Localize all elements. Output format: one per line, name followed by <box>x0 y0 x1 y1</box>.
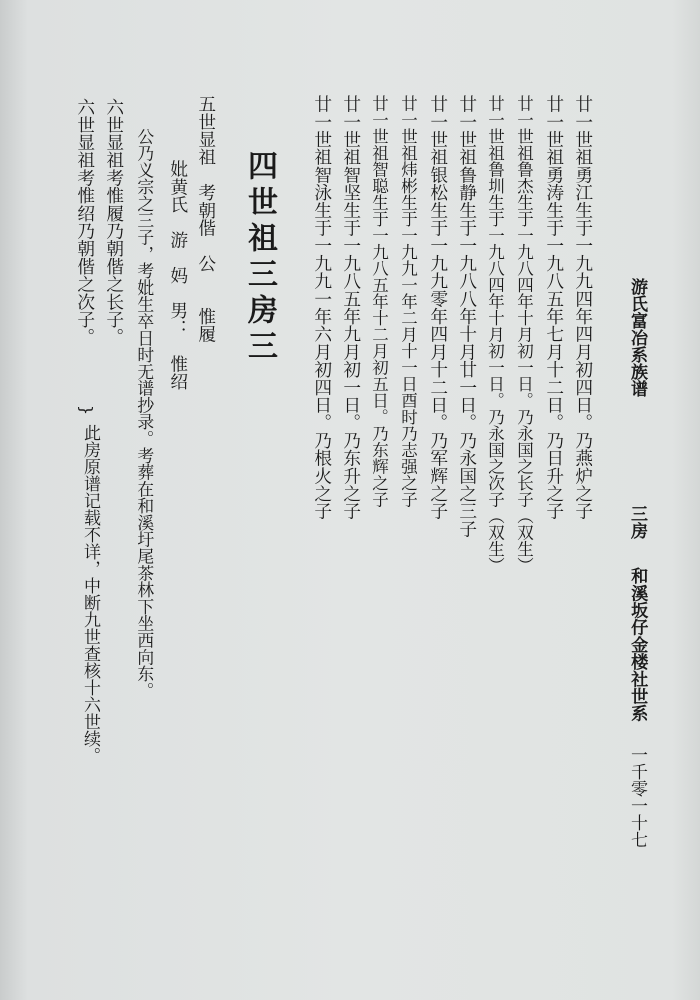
fifth-gen-line2: 妣黄氏 游 妈 男： 惟绍 <box>167 160 188 391</box>
sixth-gen-weishao: 六世显祖考惟绍乃朝偕之次子。 <box>74 98 95 346</box>
entry-zhijian: 廿一世祖智坚生于一九八五年九月初一日。乃东升之子 <box>340 95 361 520</box>
page-number: 一千零一十七 <box>627 746 647 848</box>
entry-zhicong: 廿一世祖智聪生于一九八五年十二月初五日。乃东辉之子 <box>369 95 389 508</box>
branch-label: 和溪坂仔金楼社世系 <box>627 567 648 722</box>
entry-yongjiang: 廿一世祖勇江生于一九九四年四月初四日。乃燕炉之子 <box>572 95 593 520</box>
entry-lujing: 廿一世祖鲁静生于一九八八年十月廿一日。乃永国之三子 <box>456 95 477 538</box>
section-title: 四世祖三房三 <box>242 150 277 366</box>
grouping-bracket: } <box>77 405 96 416</box>
remark-note: 此房原谱记载不详，中断九世查核十六世续。 <box>80 424 100 764</box>
entry-weibin: 廿一世祖炜彬生于一九九一年二月十一日酉时乃志强之子 <box>398 95 418 508</box>
sixth-gen-weilv: 六世显祖考惟履乃朝偕之长子。 <box>103 98 124 346</box>
book-title: 游氏富冶系族谱 <box>627 278 647 397</box>
entry-yinsong: 廿一世祖银松生于一九九零年四月十二日。乃军辉之子 <box>427 95 448 520</box>
fifth-gen-line1: 五世显祖 考朝偕 公 惟履 <box>195 95 216 343</box>
entry-luzhen: 廿一世祖鲁圳生于一九八四年十月初一日。乃永国之次子（双生） <box>485 95 505 574</box>
gong-note: 公乃义宗之三子，考妣生卒日时无谱抄录。考葬在和溪圩尾茶林下坐西向东。 <box>134 128 155 699</box>
section-label: 三房 <box>627 505 647 539</box>
entry-yongtao: 廿一世祖勇涛生于一九八五年七月十二日。乃日升之子 <box>543 95 564 520</box>
entry-lujie: 廿一世祖鲁杰生于一九八四年十月初一日。乃永国之长子（双生） <box>514 95 534 574</box>
entry-zhiyong: 廿一世祖智泳生于一九九一年六月初四日。乃根火之子 <box>311 95 332 520</box>
